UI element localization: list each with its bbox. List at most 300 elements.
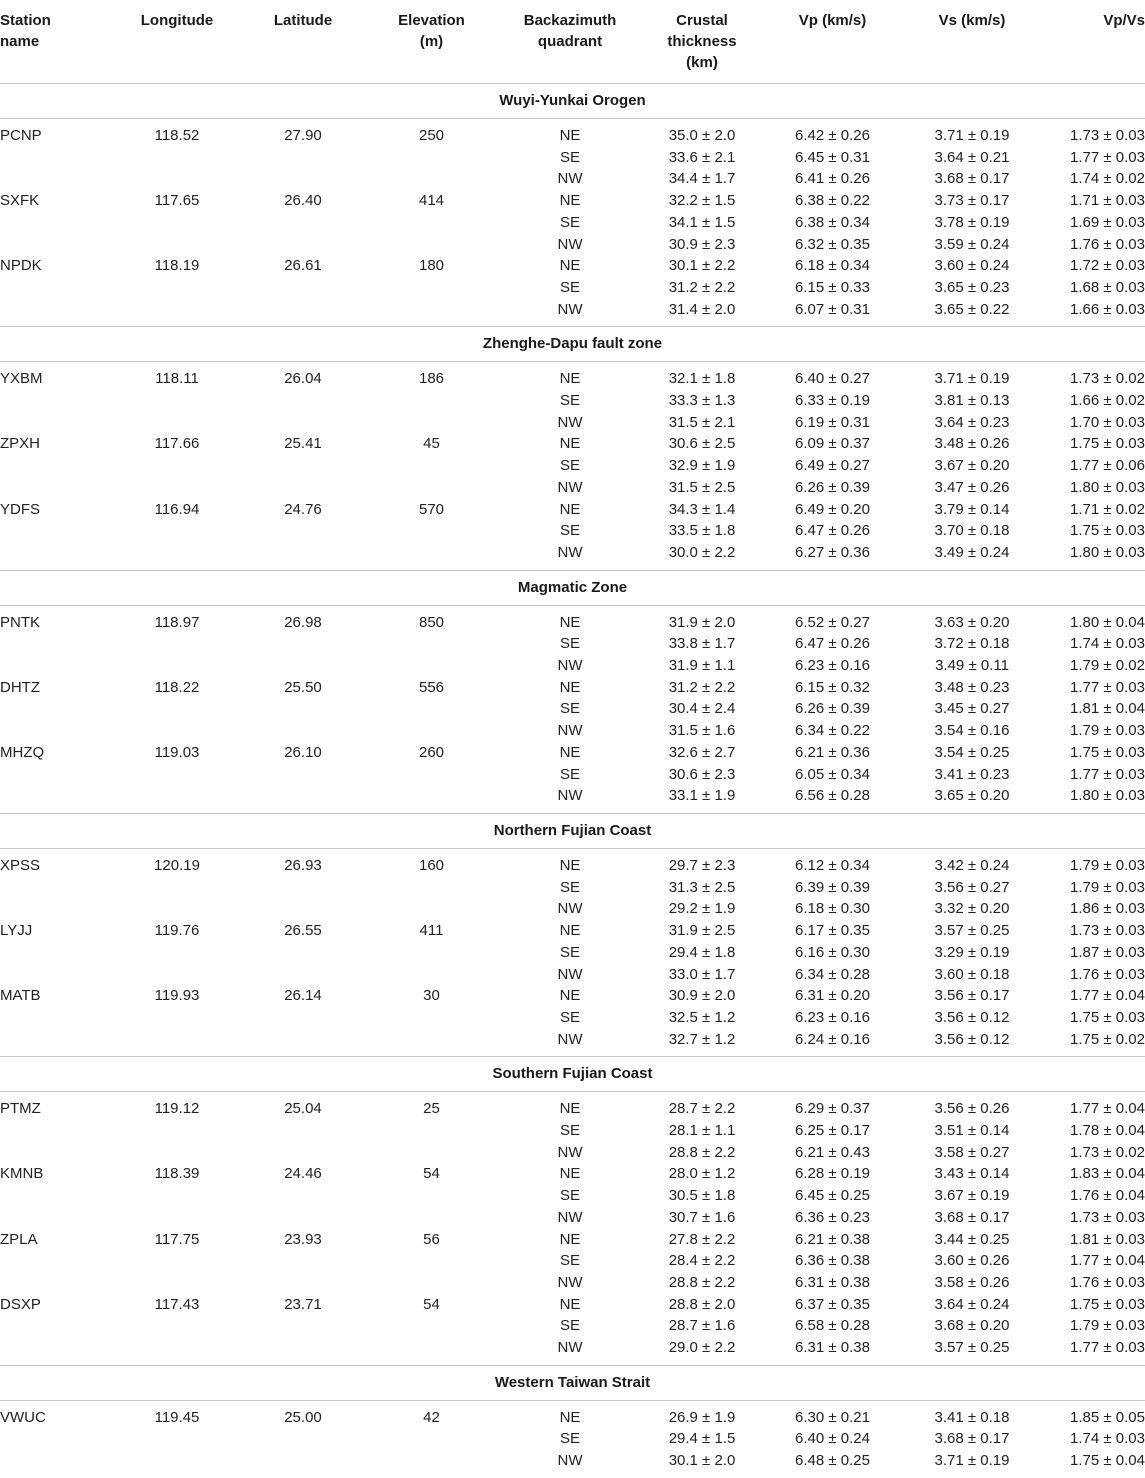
vpvs-value: 1.77 ± 0.04 [1070,1100,1145,1118]
vs-value: 3.67 ± 0.20 [934,457,1010,475]
vpvs-value: 1.76 ± 0.03 [1070,235,1145,253]
crustal-thickness: 26.9 ± 1.9 [668,1408,736,1426]
vp-value: 6.41 ± 0.26 [795,170,870,188]
vpvs-value: 1.79 ± 0.03 [1070,856,1145,874]
station-name-empty [0,520,118,542]
station-latitude-empty [236,1120,370,1142]
vp-value: 6.21 ± 0.38 [795,1230,870,1248]
table-row [0,412,1145,434]
station-elevation: 850 [418,613,445,631]
station-elevation-empty [370,1272,493,1294]
vs-value: 3.48 ± 0.26 [934,435,1010,453]
vs-value: 3.63 ± 0.20 [934,613,1010,631]
station-name: YDFS [0,500,41,518]
vs-value: 3.54 ± 0.16 [934,722,1010,740]
table-row [0,985,1145,1007]
vpvs-value: 1.87 ± 0.03 [1070,943,1145,961]
station-elevation: 160 [418,856,445,874]
station-elevation-empty [370,1207,493,1229]
vpvs-value: 1.77 ± 0.03 [1070,678,1145,696]
station-latitude: 26.14 [284,987,322,1005]
table-row [0,168,1145,190]
table-row [0,1450,1145,1478]
station-latitude: 25.00 [284,1408,322,1426]
crustal-thickness: 33.0 ± 1.7 [668,965,736,983]
crustal-thickness: 30.1 ± 2.0 [668,1452,736,1470]
station-longitude-empty [118,234,236,256]
table-row [0,964,1145,986]
station-name: DSXP [0,1295,41,1313]
vs-value: 3.56 ± 0.27 [934,878,1010,896]
crustal-thickness: 28.4 ± 2.2 [668,1252,736,1270]
station-longitude-empty [118,1142,236,1164]
vs-value: 3.71 ± 0.19 [934,127,1010,144]
backazimuth-quadrant: NW [557,657,583,675]
station-longitude-empty [118,477,236,499]
table-row [0,677,1145,699]
vp-value: 6.39 ± 0.39 [795,878,870,896]
crustal-thickness: 31.9 ± 1.1 [668,657,736,675]
station-latitude-empty [236,633,370,655]
table-row [0,720,1145,742]
group-row [0,327,1145,362]
station-elevation-empty [370,964,493,986]
vs-value: 3.72 ± 0.18 [934,635,1010,653]
vpvs-value: 1.71 ± 0.02 [1070,500,1145,518]
station-latitude-empty [236,542,370,570]
vp-value: 6.33 ± 0.19 [795,392,870,410]
station-elevation-empty [370,1120,493,1142]
station-longitude-empty [118,520,236,542]
station-name-empty [0,1207,118,1229]
table-row [0,147,1145,169]
crustal-thickness: 31.5 ± 2.5 [668,478,736,496]
station-latitude-empty [236,964,370,986]
vp-value: 6.40 ± 0.24 [795,1430,870,1448]
backazimuth-quadrant: SE [559,1187,580,1205]
station-elevation-empty [370,1029,493,1057]
station-elevation: 56 [423,1230,440,1248]
vs-value: 3.56 ± 0.17 [934,987,1010,1005]
crustal-thickness: 28.8 ± 2.2 [668,1273,736,1291]
crustal-thickness: 30.9 ± 2.3 [668,235,736,253]
crustal-thickness: 28.0 ± 1.2 [668,1165,736,1183]
backazimuth-quadrant: SE [559,213,580,231]
station-latitude-empty [236,1007,370,1029]
header-vpvs: Vp/Vs [1036,0,1145,84]
group-row [0,570,1145,605]
vs-value: 3.64 ± 0.21 [934,148,1010,166]
station-elevation-empty [370,1315,493,1337]
backazimuth-quadrant: SE [559,278,580,296]
crustal-thickness: 30.1 ± 2.2 [668,257,736,275]
station-longitude-empty [118,299,236,327]
vs-value: 3.60 ± 0.24 [934,257,1010,275]
station-elevation: 180 [418,257,445,275]
vpvs-value: 1.77 ± 0.03 [1036,1337,1145,1365]
vp-value: 6.58 ± 0.28 [795,1317,870,1335]
backazimuth-quadrant: NW [557,965,583,983]
station-elevation-empty [370,633,493,655]
vs-value: 3.41 ± 0.18 [934,1408,1010,1426]
vs-value: 3.43 ± 0.14 [934,1165,1010,1183]
table-row [0,942,1145,964]
station-latitude: 26.93 [284,856,322,874]
vs-value: 3.58 ± 0.27 [934,1143,1010,1161]
backazimuth-quadrant: SE [559,1430,580,1448]
table-row [0,1250,1145,1272]
backazimuth-quadrant: NE [559,743,581,761]
backazimuth-quadrant: NW [557,413,583,431]
station-elevation: 54 [423,1295,440,1313]
station-name: DHTZ [0,678,40,696]
vpvs-value: 1.77 ± 0.04 [1070,1252,1145,1270]
crustal-thickness: 30.6 ± 2.3 [668,765,736,783]
vpvs-value: 1.73 ± 0.02 [1070,370,1145,388]
station-elevation: 570 [418,500,445,518]
station-elevation-empty [370,1142,493,1164]
crustal-thickness: 32.1 ± 1.8 [668,370,736,388]
header-station-name: Station name [0,0,118,84]
vp-value: 6.36 ± 0.23 [795,1208,870,1226]
backazimuth-quadrant: NE [559,257,581,275]
backazimuth-quadrant: NW [557,722,583,740]
table-row [0,633,1145,655]
table-row [0,433,1145,455]
table-row [0,542,1145,570]
station-latitude-empty [236,1272,370,1294]
vpvs-value: 1.66 ± 0.02 [1070,392,1145,410]
station-name: YXBM [0,370,43,388]
station-longitude-empty [118,764,236,786]
station-latitude: 27.90 [284,127,322,144]
vpvs-value: 1.75 ± 0.02 [1036,1029,1145,1057]
station-longitude-empty [118,412,236,434]
crustal-thickness: 29.4 ± 1.5 [668,1430,736,1448]
crustal-thickness: 34.3 ± 1.4 [668,500,736,518]
station-longitude-empty [118,1185,236,1207]
station-latitude-empty [236,1450,370,1478]
station-elevation-empty [370,147,493,169]
vp-value: 6.38 ± 0.22 [795,192,870,210]
vp-value: 6.48 ± 0.25 [795,1452,870,1470]
station-latitude: 25.50 [284,678,322,696]
station-longitude: 118.39 [154,1165,200,1183]
vpvs-value: 1.78 ± 0.04 [1070,1122,1145,1140]
vp-value: 6.15 ± 0.32 [795,678,870,696]
table-body [0,84,1145,1478]
vs-value: 3.47 ± 0.26 [934,478,1010,496]
station-longitude-empty [118,720,236,742]
backazimuth-quadrant: SE [559,1008,580,1026]
station-latitude-empty [236,412,370,434]
vp-value: 6.23 ± 0.16 [795,657,870,675]
station-latitude-empty [236,390,370,412]
vp-value: 6.05 ± 0.34 [795,765,870,783]
station-elevation-empty [370,1450,493,1478]
header-vs: Vs (km/s) [908,0,1036,84]
station-longitude-empty [118,455,236,477]
crustal-thickness: 30.4 ± 2.4 [668,700,736,718]
vp-value: 6.40 ± 0.27 [795,370,870,388]
station-name-empty [0,168,118,190]
station-longitude-empty [118,633,236,655]
table-row [0,1272,1145,1294]
vpvs-value: 1.77 ± 0.03 [1070,765,1145,783]
crustal-thickness: 28.8 ± 2.2 [668,1143,736,1161]
vp-value: 6.19 ± 0.31 [795,413,870,431]
station-elevation: 42 [423,1408,440,1426]
station-name-empty [0,785,118,813]
crustal-thickness: 30.6 ± 2.5 [668,435,736,453]
vpvs-value: 1.72 ± 0.03 [1070,257,1145,275]
station-name-empty [0,655,118,677]
station-longitude-empty [118,1029,236,1057]
station-latitude-empty [236,785,370,813]
station-longitude: 119.76 [154,922,200,940]
station-latitude-empty [236,720,370,742]
backazimuth-quadrant: NE [559,192,581,210]
station-name-empty [0,1250,118,1272]
station-longitude-empty [118,942,236,964]
vpvs-value: 1.75 ± 0.03 [1070,1008,1145,1026]
vs-value: 3.68 ± 0.17 [934,1208,1010,1226]
backazimuth-quadrant: NW [557,1143,583,1161]
vs-value: 3.29 ± 0.19 [934,943,1010,961]
backazimuth-quadrant: SE [559,522,580,540]
vs-value: 3.49 ± 0.11 [935,657,1009,675]
station-longitude: 117.75 [154,1230,200,1248]
vs-value: 3.73 ± 0.17 [934,192,1010,210]
vpvs-value: 1.73 ± 0.02 [1070,1143,1145,1161]
vpvs-value: 1.76 ± 0.03 [1070,1273,1145,1291]
station-elevation-empty [370,477,493,499]
vpvs-value: 1.75 ± 0.03 [1070,522,1145,540]
station-name: ZPXH [0,435,41,453]
crustal-thickness: 31.5 ± 1.6 [668,722,736,740]
backazimuth-quadrant: NW [557,1273,583,1291]
vp-value: 6.16 ± 0.30 [795,943,870,961]
vp-value: 6.47 ± 0.26 [795,522,870,540]
vp-value: 6.31 ± 0.20 [795,987,870,1005]
vpvs-value: 1.80 ± 0.04 [1070,613,1145,631]
station-elevation-empty [370,942,493,964]
vs-value: 3.54 ± 0.25 [934,743,1010,761]
vp-value: 6.45 ± 0.31 [795,148,870,166]
station-name-empty [0,299,118,327]
station-elevation-empty [370,720,493,742]
backazimuth-quadrant: NW [557,1452,583,1470]
vpvs-value: 1.74 ± 0.02 [1070,170,1145,188]
backazimuth-quadrant: SE [559,148,580,166]
station-latitude-empty [236,520,370,542]
crustal-thickness: 30.9 ± 2.0 [668,987,736,1005]
backazimuth-quadrant: SE [559,878,580,896]
station-elevation: 414 [418,192,445,210]
vpvs-value: 1.75 ± 0.03 [1070,435,1145,453]
crustal-thickness: 31.3 ± 2.5 [668,878,736,896]
station-latitude-empty [236,1142,370,1164]
vpvs-value: 1.75 ± 0.03 [1070,743,1145,761]
group-title: Western Taiwan Strait [0,1365,1145,1400]
crustal-thickness: 31.5 ± 2.1 [668,413,736,431]
station-latitude: 26.55 [284,922,322,940]
station-elevation: 250 [418,127,445,144]
station-name: LYJJ [0,922,33,940]
header-elevation: Elevation (m) [370,0,493,84]
backazimuth-quadrant: NW [493,299,647,327]
station-longitude-empty [118,147,236,169]
station-elevation: 556 [418,678,445,696]
table-row [0,1092,1145,1120]
station-latitude-empty [236,477,370,499]
table-header [0,0,1145,84]
header-crustal-thickness: Crustal thickness (km) [647,0,757,84]
station-longitude-empty [118,1272,236,1294]
station-name: MHZQ [0,743,45,761]
station-elevation-empty [370,212,493,234]
backazimuth-quadrant: NW [557,478,583,496]
vpvs-value: 1.73 ± 0.03 [1070,922,1145,940]
station-latitude-empty [236,1185,370,1207]
station-latitude-empty [236,698,370,720]
station-longitude-empty [118,277,236,299]
vpvs-value: 1.75 ± 0.04 [1070,1452,1145,1470]
station-latitude-empty [236,455,370,477]
vs-value: 3.45 ± 0.27 [934,700,1010,718]
station-latitude: 25.41 [284,435,322,453]
crustal-thickness: 33.1 ± 1.9 [647,785,757,813]
station-name-empty [0,212,118,234]
vs-value: 3.65 ± 0.22 [908,299,1036,327]
station-name-empty [0,412,118,434]
station-elevation: 25 [423,1100,440,1118]
station-longitude: 119.03 [154,743,200,761]
station-longitude-empty [118,390,236,412]
station-elevation: 45 [423,435,440,453]
vs-value: 3.71 ± 0.19 [934,370,1010,388]
crustal-thickness: 32.9 ± 1.9 [668,457,736,475]
vs-value: 3.81 ± 0.13 [934,392,1010,410]
station-elevation-empty [370,1337,493,1365]
vpvs-value: 1.75 ± 0.03 [1070,1295,1145,1313]
vp-value: 6.31 ± 0.38 [795,1273,870,1291]
table-row [0,477,1145,499]
table-row [0,605,1145,633]
crustal-thickness: 31.9 ± 2.0 [668,613,736,631]
vs-value: 3.78 ± 0.19 [934,213,1010,231]
station-longitude-empty [118,785,236,813]
group-title: Magmatic Zone [0,570,1145,605]
vs-value: 3.56 ± 0.26 [934,1100,1010,1118]
backazimuth-quadrant: SE [559,392,580,410]
header-longitude: Longitude [118,0,236,84]
vp-value: 6.49 ± 0.27 [795,457,870,475]
vs-value: 3.56 ± 0.12 [908,1029,1036,1057]
vp-value: 6.45 ± 0.25 [795,1187,870,1205]
vp-value: 6.27 ± 0.36 [757,542,908,570]
table-row [0,1029,1145,1057]
backazimuth-quadrant: NW [493,542,647,570]
station-name: PCNP [0,127,42,144]
station-longitude-empty [118,1337,236,1365]
station-elevation-empty [370,877,493,899]
backazimuth-quadrant: NE [559,922,581,940]
table-row [0,1294,1145,1316]
station-name-empty [0,147,118,169]
backazimuth-quadrant: SE [559,765,580,783]
station-elevation-empty [370,299,493,327]
station-elevation: 411 [419,922,444,940]
station-name-empty [0,942,118,964]
crustal-thickness: 33.5 ± 1.8 [668,522,736,540]
vp-value: 6.42 ± 0.26 [795,127,870,144]
table-row [0,234,1145,256]
station-elevation-empty [370,455,493,477]
station-elevation-empty [370,898,493,920]
station-elevation-empty [370,698,493,720]
vp-value: 6.30 ± 0.21 [795,1408,870,1426]
station-longitude-empty [118,877,236,899]
table-row [0,119,1145,147]
station-name-empty [0,1272,118,1294]
crustal-thickness: 30.0 ± 2.2 [647,542,757,570]
station-name-empty [0,1315,118,1337]
station-latitude-empty [236,1207,370,1229]
table-row [0,1315,1145,1337]
vs-value: 3.44 ± 0.25 [934,1230,1010,1248]
crustal-thickness: 31.2 ± 2.2 [668,278,736,296]
backazimuth-quadrant: NE [559,370,581,388]
vpvs-value: 1.80 ± 0.03 [1070,478,1145,496]
vpvs-value: 1.80 ± 0.03 [1036,542,1145,570]
station-elevation-empty [370,1428,493,1450]
backazimuth-quadrant: NW [493,1029,647,1057]
station-latitude: 26.10 [284,743,322,761]
station-longitude: 119.12 [154,1100,200,1118]
group-title: Southern Fujian Coast [0,1057,1145,1092]
crustal-thickness: 30.5 ± 1.8 [668,1187,736,1205]
station-latitude: 26.98 [284,613,322,631]
vp-value: 6.21 ± 0.43 [795,1143,870,1161]
station-latitude-empty [236,1315,370,1337]
station-latitude-empty [236,1029,370,1057]
table-row [0,655,1145,677]
table-row [0,1185,1145,1207]
table-row [0,299,1145,327]
vpvs-value: 1.73 ± 0.03 [1070,1208,1145,1226]
vp-value: 6.17 ± 0.35 [795,922,870,940]
table-row [0,1428,1145,1450]
vs-value: 3.70 ± 0.18 [934,522,1010,540]
station-latitude-empty [236,299,370,327]
vpvs-value: 1.83 ± 0.04 [1070,1165,1145,1183]
station-longitude: 117.65 [154,192,200,210]
station-longitude-empty [118,542,236,570]
vpvs-value: 1.77 ± 0.06 [1070,457,1145,475]
table-row [0,255,1145,277]
vs-value: 3.68 ± 0.17 [934,170,1010,188]
station-latitude-empty [236,764,370,786]
vp-value: 6.56 ± 0.28 [757,785,908,813]
station-longitude: 119.93 [154,987,200,1005]
station-elevation-empty [370,277,493,299]
vs-value: 3.65 ± 0.23 [934,278,1010,296]
station-longitude: 118.52 [154,127,200,144]
backazimuth-quadrant: SE [559,1122,580,1140]
crustal-thickness: 33.6 ± 2.1 [668,148,736,166]
station-latitude: 26.61 [284,257,322,275]
